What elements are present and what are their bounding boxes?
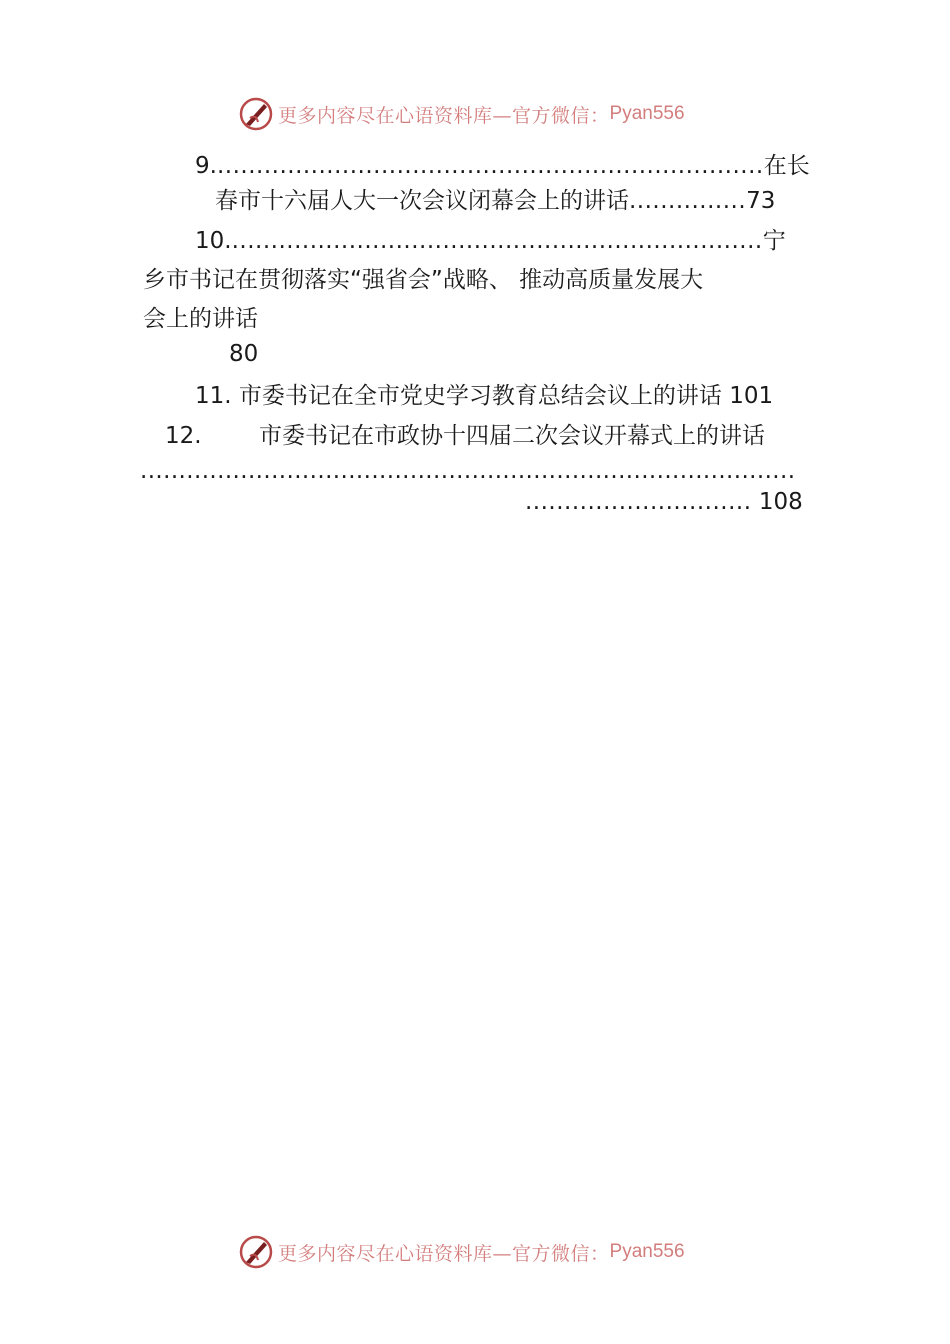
footer-banner-text: 更多内容尽在心语资料库—官方微信： bbox=[278, 1242, 610, 1265]
toc-item-12-page: 108 bbox=[758, 489, 803, 515]
toc-item-10-line3: 会上的讲话 bbox=[143, 306, 258, 332]
header-banner-text: 更多内容尽在心语资料库—官方微信： bbox=[278, 104, 610, 127]
quill-seal-icon bbox=[238, 96, 274, 132]
toc-item-12-leader-2: ............................. bbox=[525, 489, 752, 515]
footer-banner bbox=[238, 1232, 685, 1272]
toc-item-9-page: 73 bbox=[746, 188, 776, 214]
toc-item-12-title: 市委书记在市政协十四届二次会议开幕式上的讲话 bbox=[259, 423, 765, 449]
quill-seal-icon bbox=[238, 1234, 274, 1270]
toc-item-9-title-start: 在长 bbox=[763, 153, 810, 179]
toc-item-11: 11. 市委书记在全市党史学习教育总结会议上的讲话 101 bbox=[195, 383, 774, 409]
toc-item-9-leader: ...................................................................... bbox=[216, 153, 764, 179]
header-banner bbox=[238, 94, 685, 134]
footer-banner-id: Pyan556 bbox=[609, 1241, 685, 1262]
toc-item-12-leader: ..................................................................................... bbox=[140, 458, 796, 484]
toc-item-10-number: 10. bbox=[195, 228, 232, 254]
toc-item-10-line2: 乡市书记在贯彻落实“强省会”战略、 推动高质量发展大 bbox=[143, 267, 704, 293]
toc-item-10-page: 80 bbox=[229, 341, 259, 367]
toc-item-9-title-rest: 春市十六届人大一次会议闭幕会上的讲话 bbox=[215, 188, 629, 214]
toc-item-12-line3 bbox=[525, 487, 803, 517]
toc-item-9-line2 bbox=[215, 186, 775, 216]
toc-item-12-number: 12. bbox=[165, 423, 202, 449]
header-banner-id: Pyan556 bbox=[609, 103, 685, 124]
toc-item-10-line1 bbox=[195, 226, 786, 256]
toc-item-10-leader: .................................................................... bbox=[231, 228, 763, 254]
toc-item-9-line1 bbox=[195, 151, 810, 181]
toc-item-9-number: 9. bbox=[195, 153, 217, 179]
toc-item-10-title-start: 宁 bbox=[762, 228, 786, 254]
toc-item-9-leader-2: ............... bbox=[629, 188, 747, 214]
